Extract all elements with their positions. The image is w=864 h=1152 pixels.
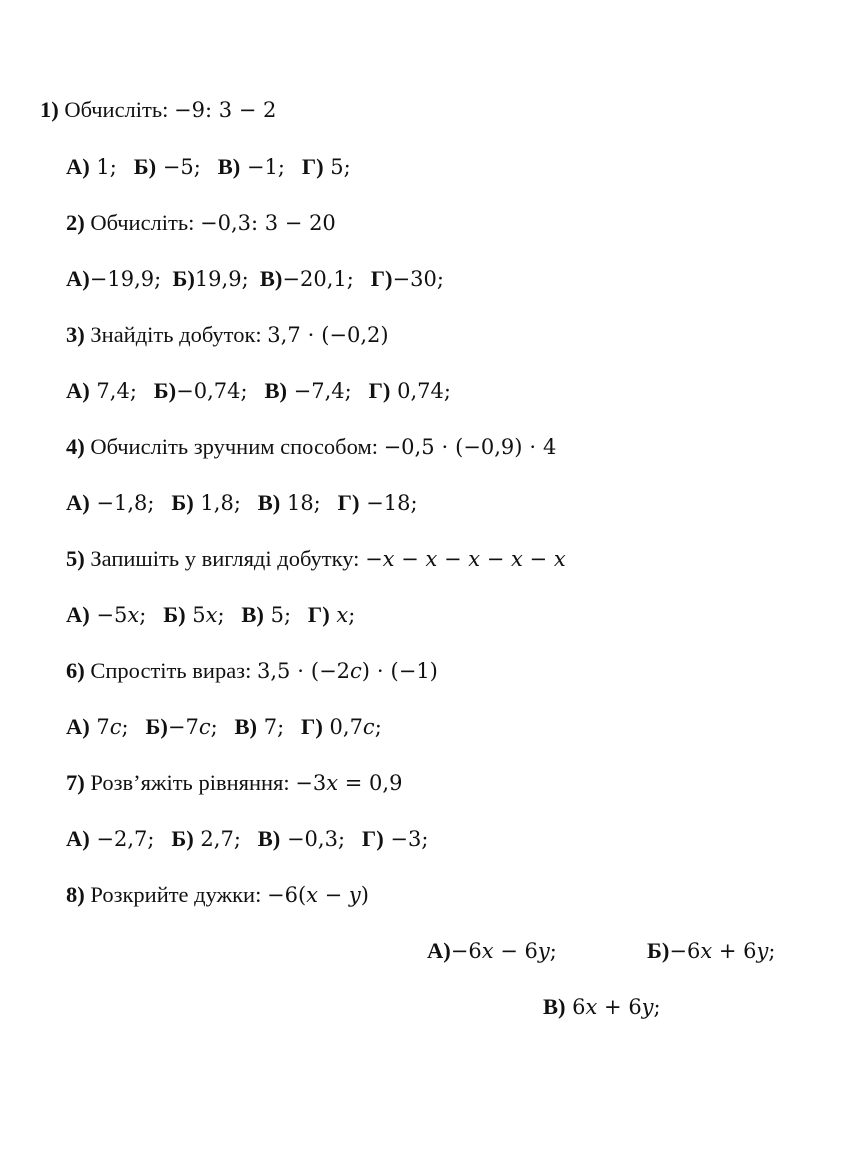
question-6-text: Спростіть вираз: — [90, 658, 257, 683]
question-1-number: 1) — [40, 97, 59, 122]
question-8-number: 8) — [66, 882, 85, 907]
option-label: Б) — [153, 378, 177, 403]
option-value: 1; — [89, 155, 117, 179]
question-4-expression: −0,5 ⋅ (−0,9) ⋅ 4 — [383, 435, 557, 459]
question-4-number: 4) — [66, 434, 85, 459]
option-value: 7𝑐; — [89, 715, 129, 739]
option-label: В) — [257, 826, 281, 851]
option-label: Г) — [301, 714, 323, 739]
question-8 — [66, 881, 369, 909]
option-value: −18; — [359, 491, 418, 515]
option-label: В) — [543, 994, 566, 1019]
option-label: Б) — [172, 266, 195, 291]
question-4 — [66, 433, 556, 461]
option-label: Г) — [368, 378, 391, 403]
question-6 — [66, 657, 438, 685]
option-value: 5; — [323, 155, 351, 179]
question-8-option-a — [427, 937, 557, 965]
question-5-number: 5) — [66, 546, 85, 571]
option-value: −30; — [392, 267, 444, 291]
option-value: −19,9; — [89, 267, 162, 291]
option-value: −0,3; — [280, 827, 346, 851]
question-1 — [40, 96, 276, 124]
question-7-text: Розв’яжіть рівняння: — [90, 770, 296, 795]
option-label: А) — [66, 154, 90, 179]
option-label: В) — [241, 602, 264, 627]
question-5-expression: −𝑥 − 𝑥 − 𝑥 − 𝑥 − 𝑥 — [365, 547, 566, 571]
question-8-option-c — [543, 993, 661, 1021]
question-3-text: Знайдіть добуток: — [90, 322, 268, 347]
option-value: 5𝑥; — [185, 603, 225, 627]
option-label: Г) — [307, 602, 330, 627]
option-label: Б) — [163, 602, 186, 627]
option-label: Б) — [145, 714, 168, 739]
option-value: 𝑥; — [329, 603, 356, 627]
question-1-expression: −9: 3 − 2 — [174, 98, 277, 122]
question-2-expression: −0,3: 3 − 20 — [200, 211, 336, 235]
option-label: В) — [257, 490, 281, 515]
option-value: −7,4; — [286, 379, 352, 403]
option-value: −20,1; — [282, 267, 354, 291]
question-2 — [66, 209, 336, 237]
question-7-options — [66, 825, 428, 853]
question-1-options — [66, 153, 351, 181]
question-7-expression: −3𝑥 = 0,9 — [295, 771, 403, 795]
question-3-expression: 3,7 ⋅ (−0,2) — [267, 323, 389, 347]
option-value: −6𝑥 + 6𝑦; — [669, 939, 776, 963]
option-label: Г) — [337, 490, 360, 515]
option-value: −0,74; — [176, 379, 248, 403]
option-value: 6𝑥 + 6𝑦; — [565, 995, 661, 1019]
option-label: А) — [66, 378, 90, 403]
question-8-expression: −6(𝑥 − 𝑦) — [266, 883, 369, 907]
question-3-options — [66, 377, 451, 405]
option-label: В) — [217, 154, 241, 179]
question-4-options — [66, 489, 418, 517]
question-6-options — [66, 713, 382, 741]
option-label: А) — [66, 490, 90, 515]
option-value: −7𝑐; — [167, 715, 218, 739]
question-5-options — [66, 601, 355, 629]
option-value: −6𝑥 − 6𝑦; — [450, 939, 557, 963]
option-value: 0,7𝑐; — [322, 715, 382, 739]
question-7-number: 7) — [66, 770, 85, 795]
question-2-text: Обчисліть: — [90, 210, 201, 235]
option-value: −5; — [156, 155, 201, 179]
option-value: −5𝑥; — [89, 603, 147, 627]
question-5 — [66, 545, 566, 573]
option-label: Г) — [361, 826, 384, 851]
option-value: 5; — [263, 603, 292, 627]
question-7 — [66, 769, 402, 797]
option-value: −2,7; — [89, 827, 155, 851]
option-label: В) — [264, 378, 287, 403]
question-2-options — [66, 265, 444, 293]
question-8-text: Розкрийте дужки: — [90, 882, 267, 907]
option-value: 18; — [280, 491, 321, 515]
option-value: 0,74; — [390, 379, 451, 403]
option-value: 7,4; — [89, 379, 137, 403]
question-5-text: Запишіть у вигляді добутку: — [90, 546, 366, 571]
option-label: Г) — [370, 266, 393, 291]
option-label: А) — [427, 938, 451, 963]
option-label: Б) — [647, 938, 670, 963]
option-value: 1,8; — [193, 491, 241, 515]
option-value: −1,8; — [89, 491, 155, 515]
option-label: Г) — [301, 154, 324, 179]
question-6-expression: 3,5 ⋅ (−2𝑐) ⋅ (−1) — [256, 659, 438, 683]
option-label: А) — [66, 714, 90, 739]
option-label: А) — [66, 266, 90, 291]
option-value: −3; — [383, 827, 429, 851]
question-6-number: 6) — [66, 658, 85, 683]
option-label: А) — [66, 602, 90, 627]
option-label: В) — [259, 266, 283, 291]
option-label: А) — [66, 826, 90, 851]
option-label: Б) — [171, 826, 194, 851]
question-3-number: 3) — [66, 322, 85, 347]
option-label: В) — [234, 714, 258, 739]
question-4-text: Обчисліть зручним способом: — [90, 434, 384, 459]
option-value: 7; — [257, 715, 285, 739]
option-label: Б) — [171, 490, 194, 515]
question-1-text: Обчисліть: — [64, 97, 175, 122]
question-2-number: 2) — [66, 210, 85, 235]
option-value: 2,7; — [193, 827, 241, 851]
question-3 — [66, 321, 389, 349]
option-value: −1; — [240, 155, 285, 179]
option-label: Б) — [133, 154, 157, 179]
option-value: 19,9; — [194, 267, 249, 291]
question-8-option-b — [647, 937, 775, 965]
